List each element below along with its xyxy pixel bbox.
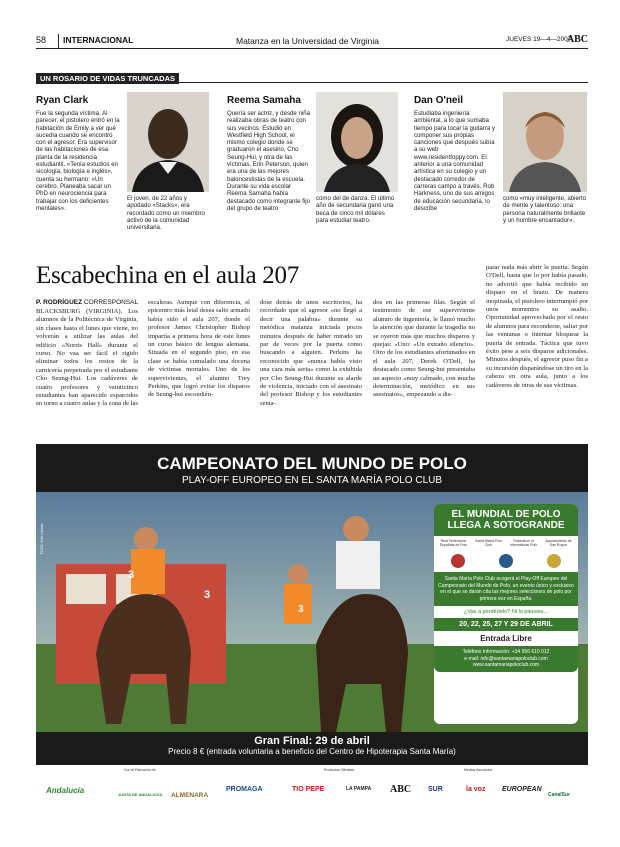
victim-photo bbox=[316, 92, 398, 192]
page-topic: Matanza en la Universidad de Virginia bbox=[236, 36, 380, 46]
chap-number: 3 bbox=[128, 569, 135, 581]
page-header bbox=[36, 34, 588, 49]
victim-caption: El joven, de 22 años y apodado «Stacks», era recordado como un miembro activo de la comunidad universitaria. bbox=[127, 195, 205, 232]
ad-box-text: Santa María Polo Club acogerá el Play-Off Europeo del Campeonato del Mundo de Polo, un evento único y exclusivo en el que se darán cita las mejores selecciones de polo por primera vez en España. bbox=[434, 572, 578, 606]
article-column: dos en las primeras filas. Según el testimonio de ese superviviente alumno de ingeniería, le llamó mucho la atención que durante la tragedia no se oyeron más que muchos disparos y quejas: «Uno: «Un extraño silencio». Otro de los estudiantes afortunados en el aula 207, Derek O'Dell, ha destacado como Seung-hui presentaba un aspecto «muy calmado, con mucha determinación, metódico en sus asesinatos», empezando a dis- bbox=[373, 299, 475, 399]
article-column: parar nada más abrir la puerta. Según O'Dell, hasta que lo por había pasado, no advirtió que había recibido un disparo en el brazo. De manera inopinada, el pistolero interrumpió por unos momentos su asalto. Oportunidad aprovechada por el resto de alumnos para esconderse, saltar por las ventanas o intentar bloquear la puerta de entrada. Táctica que tuvo éxito pese a seis disparos adicionales. Minutos después, el agresor puso fin a su incursión disparándose un tiro en la cabeza en otra aula, junto a los cadáveres de otras de sus víctimas. bbox=[486, 264, 588, 389]
ad-question: ¿Vas a perdértelo? Ni lo pienses... bbox=[464, 609, 548, 615]
sponsor-logo: TIO PEPE bbox=[292, 786, 325, 793]
sponsor-bar bbox=[36, 768, 588, 808]
section-label: INTERNACIONAL bbox=[58, 34, 133, 48]
article-column: escaleras. Aunque con diferencia, el epicentro más letal desea salto armado había sido el aula 207, donde el profesor James Christopher Bishop impartía a primera hora de este lunes un curso básico de lengua alemana. Situada en el segundo piso, en esa clase se había cumulado una docena de víctimas mortales. Uno de los supervivientes, el alumno Trey Perkins, que logró evitar los disparos de Seung-hui escondién- bbox=[148, 299, 250, 399]
ad-title: CAMPEONATO DEL MUNDO DE POLO bbox=[157, 454, 467, 473]
ad-final: Gran Final: 29 de abril bbox=[254, 735, 370, 747]
sponsor-label: Con el Patrocinio de bbox=[124, 768, 156, 772]
victim-photo bbox=[503, 92, 587, 192]
sponsor-logo: ABC bbox=[390, 784, 412, 795]
sponsor-logo: la voz bbox=[466, 786, 486, 793]
article-headline: Escabechina en el aula 207 bbox=[36, 262, 299, 289]
org-logo: Real Federación Española de Polo bbox=[439, 539, 468, 547]
org-logos bbox=[434, 536, 578, 550]
sponsor-logo: EUROPEAN bbox=[502, 786, 542, 793]
shield-icon bbox=[451, 554, 465, 568]
polo-advertisement[interactable] bbox=[36, 444, 588, 765]
byline-role: CORRESPONSAL bbox=[83, 299, 139, 306]
banner-divider bbox=[36, 82, 588, 83]
sponsor-logo: CanalSur bbox=[548, 792, 570, 798]
chap-number: 3 bbox=[204, 589, 211, 601]
victim-text: Fue la segunda víctima. Al parecer, el pistolero entró en la habitación de Emily a ver qué sucedía cuando se encontró con el agresor. Era supervisor de las habitaciones de esa planta de la residencia estudiantil. «Tenía estudios en sicología, biología e inglés», cuenta su hermano: «Un cerebro. Planeaba sacar un PhD en neurociencia para trabajar con los deficientes mentales». bbox=[36, 110, 120, 212]
victim-text: Estudiaba ingeniería ambiental, a lo que sumaba tiempo para tocar la guitarra y componer sus propias canciones que después subía a su web www.residentfoppy.com. El anterior a una comunidad artística en su colegio y un destacado corredor de carreras campo a través. Rob Harkness, uno de sus amigos de educación secundaria, lo describe bbox=[414, 110, 495, 212]
org-emblems bbox=[434, 550, 578, 572]
ad-phone: Teléfono Información: +34 956 610 012 bbox=[462, 649, 550, 655]
sponsor-logo: JUNTA DE ANDALUCÍA bbox=[118, 792, 163, 797]
victim-photo bbox=[127, 92, 209, 192]
article-column: BLACKSBURG (VIRGINIA). Los alumnos de la Politécnica de Virginia, sin clases hasta el lunes que viene, no volverán a utilizar las aulas del edificio «Norris Hall» durante el curso. No vaa ser fácil el rigido eliminar todos los restos de la carnicería perpetrada por el estudiante Cho Seung-Hui. Los cadáveres de cuatro profesores y veinticinco estudiantes han aparecido esparcidos en torno a cuatro aulas y la zona de las bbox=[36, 308, 138, 408]
ad-email[interactable]: e-mail: info@santamariapoloclub.com bbox=[464, 655, 548, 662]
org-logo: Federation of International Polo bbox=[509, 539, 538, 547]
globe-icon bbox=[499, 554, 513, 568]
ad-dates: 20, 22, 25, 27 Y 29 DE ABRIL bbox=[434, 618, 578, 631]
ad-subtitle: PLAY-OFF EUROPEO EN EL SANTA MARÍA POLO CLUB bbox=[181, 475, 443, 486]
victim-text: Quería ser actriz, y desde niña realizaba obras de teatro con sus vecinos. Estudió en Westfield High School, el mismo colegio donde se graduaron el asesino, Cho Seung-Hui, y otra de las víctimas, Erin Peterson, quien era una de las mejores baloncestistas de la escuela. Durante su vida escolar Reema Samaha había destacado como integrante fijo del grupo de teatro bbox=[227, 110, 310, 212]
ad-contact bbox=[434, 646, 578, 672]
victim-name: Dan O'neil bbox=[414, 95, 464, 106]
page-number: 58 bbox=[36, 35, 47, 45]
portrait-image bbox=[316, 92, 398, 192]
abc-logo: ABC bbox=[566, 34, 588, 45]
org-logo: Ayuntamiento de San Roque bbox=[545, 539, 572, 547]
ad-box-title: EL MUNDIAL DE POLO LLEGA A SOTOGRANDE bbox=[434, 504, 578, 536]
emblem-icon bbox=[547, 554, 561, 568]
byline-author: P. RODRÍGUEZ bbox=[36, 299, 83, 306]
victim-caption: como «muy inteligente, abierto de mente y talentoso: una persona naturalmente brillante y un hombre encantador». bbox=[503, 195, 586, 224]
sponsor-logo: LA PAMPA bbox=[346, 786, 372, 792]
sponsor-logo: Andalucía bbox=[46, 786, 85, 795]
ad-web-link[interactable]: www.santamariapoloclub.com bbox=[472, 662, 540, 668]
ad-price: Precio 8 € (entrada voluntaria a beneficio del Centro de Hipoterapia Santa María) bbox=[168, 747, 456, 756]
sponsor-logo: PROMAGA bbox=[226, 786, 263, 793]
portrait-image bbox=[127, 92, 209, 192]
ad-info-box bbox=[434, 504, 578, 724]
sponsor-label: Medios Asociados bbox=[464, 768, 493, 772]
victim-name: Reema Samaha bbox=[227, 95, 301, 106]
org-logo: Santa María Polo Club bbox=[474, 539, 503, 547]
photo-credit: FOTO: Kike Llamas bbox=[40, 523, 44, 554]
victim-name: Ryan Clark bbox=[36, 95, 89, 106]
byline bbox=[36, 299, 138, 306]
sponsor-logo: SUR bbox=[428, 786, 443, 793]
victim-caption: como del de danza. El último año de secundaria ganó una beca de cinco mil dólares para estudiar teatro. bbox=[316, 195, 395, 224]
ad-entry: Entrada Libre bbox=[480, 634, 532, 643]
sponsor-label: Productos Oficiales bbox=[324, 768, 355, 772]
sponsor-logo: ALMENARA bbox=[171, 792, 209, 799]
portrait-image bbox=[503, 92, 587, 192]
chap-number: 3 bbox=[298, 604, 304, 615]
page-date: JUEVES 19—4—2007 bbox=[506, 36, 572, 43]
ad-footer bbox=[36, 732, 588, 765]
section-banner: UN ROSARIO DE VIDAS TRUNCADAS bbox=[36, 73, 179, 84]
article-column: dose detrás de unos escritorios, ha recordado que el agresor «no llegó a decir una palabra» durante su metódica matanza iniciada pocos minutos después de haber mirado un par de veces por la puerta como buscando a alguien. Perkins ha reconocido que «nunca había visto una cara más seria» como la exhibida por Cho Seung-Hui durante su alarde de violencia, iniciado con el asesinato del profesor Bishop y los estudiantes senta- bbox=[260, 299, 362, 407]
